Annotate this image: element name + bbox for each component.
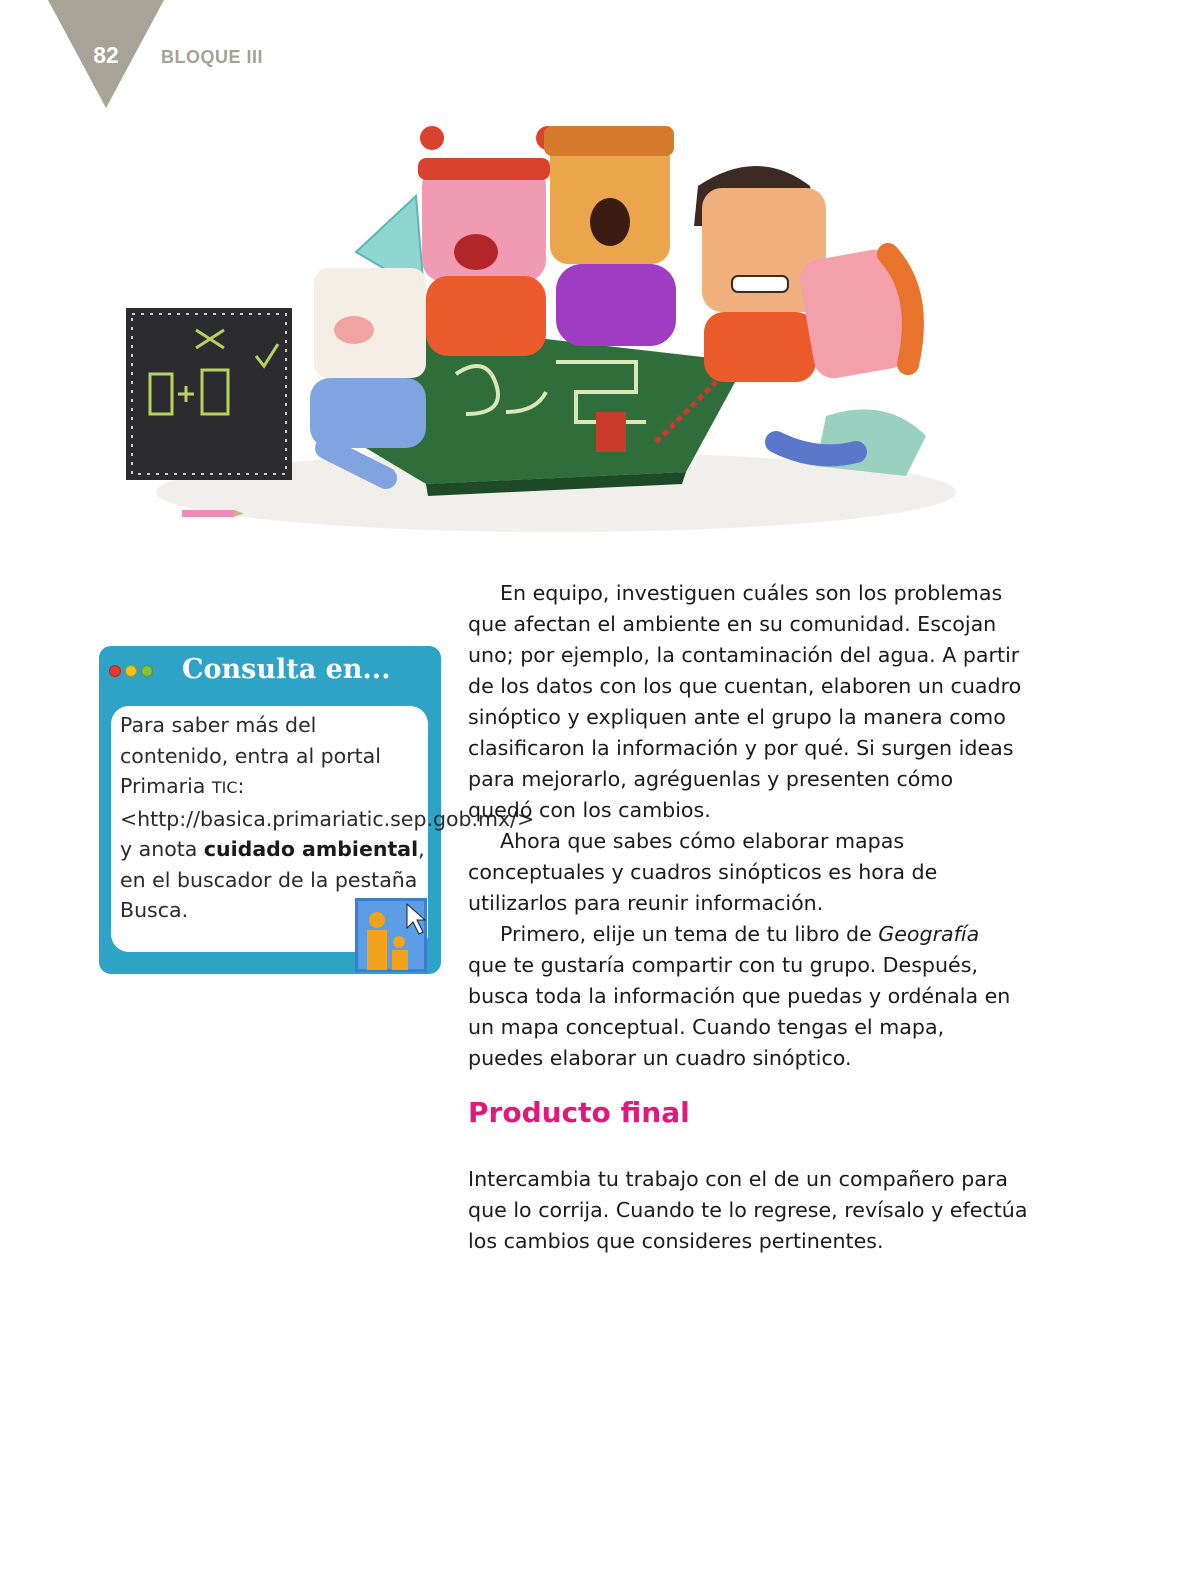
main-text xyxy=(468,578,1024,1074)
yellow-dot-icon xyxy=(125,665,137,677)
consulta-box xyxy=(99,646,535,974)
consulta-text xyxy=(120,710,535,926)
consulta-text-part-3: , en el buscador de la pestaña Busca. xyxy=(120,837,425,922)
child-pink-headband xyxy=(418,126,560,356)
children-drawing-illustration xyxy=(126,112,978,544)
red-dot-icon xyxy=(109,665,121,677)
producto-final-text xyxy=(468,1164,1028,1257)
paragraph-2: Ahora que sabes cómo elaborar mapas conceptuales y cuadros sinópticos es hora de utilizarlos para reunir información. xyxy=(468,829,938,915)
paragraph-3-end: que te gustaría compartir con tu grupo. Después, busca toda la información que puedas y ordénala en un mapa conceptual. Cuando tengas el mapa, puedes elaborar un cuadro sinóptico. xyxy=(468,953,1011,1070)
producto-final-paragraph: Intercambia tu trabajo con el de un compañero para que lo corrija. Cuando te lo regrese, revísalo y efectúa los cambios que consideres pertinentes. xyxy=(468,1167,1028,1253)
tic-person-cursor-icon xyxy=(355,898,427,972)
paragraph-1: En equipo, investiguen cuáles son los problemas que afectan el ambiente en su comunidad. Escojan uno; por ejemplo, la contaminación del agua. A partir de los datos con los que cuentan, elaboren un cuadro sinóptico y expliquen ante el grupo la manera como clasificaron la información y por qué. Si surgen ideas para mejorarlo, agréguenlas y presenten cómo quedó con los cambios. xyxy=(468,581,1022,822)
child-orange-face xyxy=(544,126,676,346)
paragraph-3-start: Primero, elije un tema de tu libro de xyxy=(500,922,879,946)
consulta-link-text[interactable]: : <http://basica.primariatic.sep.gob.mx/> y anota xyxy=(120,774,535,861)
paragraph-3 xyxy=(468,919,1024,1074)
child-party-hat xyxy=(310,196,426,478)
search-term: cuidado ambiental xyxy=(203,837,419,861)
geografia-title: Geografía xyxy=(878,922,980,946)
section-label: BLOQUE III xyxy=(161,47,264,67)
pencil xyxy=(182,510,244,517)
page-number: 82 xyxy=(93,42,119,68)
window-dots xyxy=(109,665,153,677)
consulta-title: Consulta en... xyxy=(182,654,391,685)
tic-label: TIC xyxy=(211,778,238,797)
producto-final-heading: Producto final xyxy=(468,1096,690,1129)
consulta-text-part-1: Para saber más del contenido, entra al portal Primaria xyxy=(120,713,381,798)
green-dot-icon xyxy=(141,665,153,677)
blackboard xyxy=(126,308,292,480)
